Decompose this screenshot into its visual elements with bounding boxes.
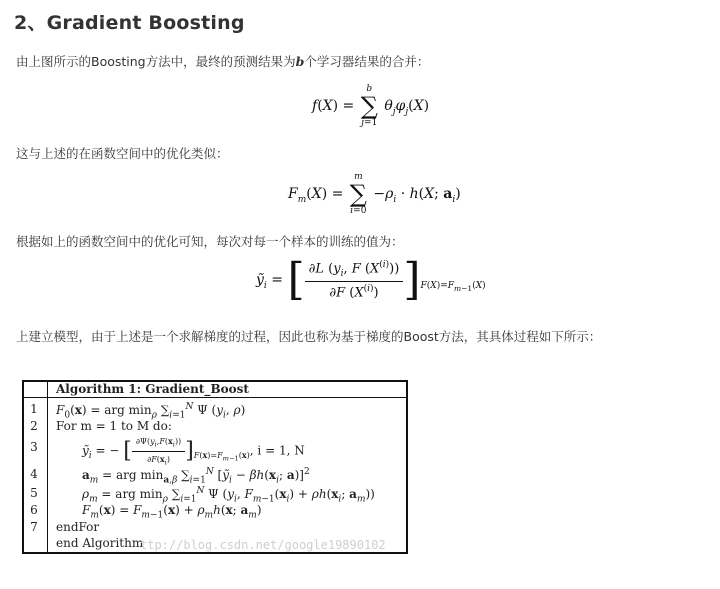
algorithm-line-3: ỹ$_i$ = − [ $\frac{\partial\Psi(y_i,F(x_i))}{\partial F(x_i)}$ ]$_{F(x)=F_{m-1}(x)}$, i = 1, N xyxy=(82,436,305,467)
formula-gradient: ỹ$_i$ = [ $\frac{\partial L (y_i, F (X^{(i)}))}{\partial F (X^{(i)})}$ ]$_{F(X)=F_{m-1}(X)}$ xyxy=(256,254,486,305)
paragraph-1-post: 个学习器结果的合并： xyxy=(304,54,430,69)
algorithm-line-5: $\rho_m$ = arg $\min_\rho \sum_{i=1}^N$ Ψ ($y_i$, $F_{m-1}(x_i) + \rho h(x_i$; $a_m$)) xyxy=(82,486,375,505)
algorithm-line-1: $F_0(x)$ = arg $\min_\rho \sum_{i=1}^N$ Ψ ($y_i$, ρ) xyxy=(56,402,246,421)
algorithm-box xyxy=(22,380,408,554)
line-number: 6 xyxy=(30,503,38,517)
paragraph-1 xyxy=(16,52,429,70)
formula-function-space: $F_m(X)$ = m ∑ i=0 $-\rho_i \cdot h(X$; $a_i$) xyxy=(288,172,461,216)
paragraph-3: 根据如上的函数空间中的优化可知，每次对每一个样本的训练的值为： xyxy=(16,234,404,249)
line-number: 4 xyxy=(30,467,38,481)
algorithm-line-6: $F_m(x) = F_{m-1}(x) + \rho_mh(x$; $a_m$) xyxy=(82,503,262,521)
algorithm-line-number-divider xyxy=(47,382,48,552)
algorithm-title-divider xyxy=(24,397,406,398)
algorithm-line-2: For m = 1 to M do: xyxy=(56,419,172,433)
line-number: 3 xyxy=(30,440,38,454)
watermark: ttp://blog.csdn.net/google19890102 xyxy=(140,538,386,552)
line-number: 5 xyxy=(30,486,38,500)
paragraph-1-symbol: b xyxy=(295,54,305,69)
line-number: 1 xyxy=(30,402,38,416)
algorithm-line-7: endFor xyxy=(56,520,100,534)
algorithm-title: Algorithm 1: Gradient_Boost xyxy=(56,382,249,396)
line-number: 7 xyxy=(30,520,38,534)
formula-sum-weighted-learners: f(X) = b ∑ j=1 $\theta_j\varphi_j(X)$ xyxy=(312,84,430,128)
paragraph-2: 这与上述的在函数空间中的优化类似： xyxy=(16,146,229,161)
paragraph-1-pre: 由上图所示的Boosting方法中，最终的预测结果为 xyxy=(16,54,296,69)
algorithm-line-4: $a_m$ = arg $\min_{a,\beta} \sum_{i=1}^N$ [ỹ$_i$ − $\beta h(x_i$; a)]$^2$ xyxy=(82,467,310,486)
algorithm-line-8: end Algorithm xyxy=(56,536,144,550)
line-number: 2 xyxy=(30,419,38,433)
paragraph-4: 上建立模型，由于上述是一个求解梯度的过程，因此也称为基于梯度的Boost方法，其具体过程如下所示： xyxy=(16,329,602,344)
section-heading: 2、Gradient Boosting xyxy=(14,12,245,34)
algorithm-line-3-suffix: , i = 1, N xyxy=(249,443,305,458)
